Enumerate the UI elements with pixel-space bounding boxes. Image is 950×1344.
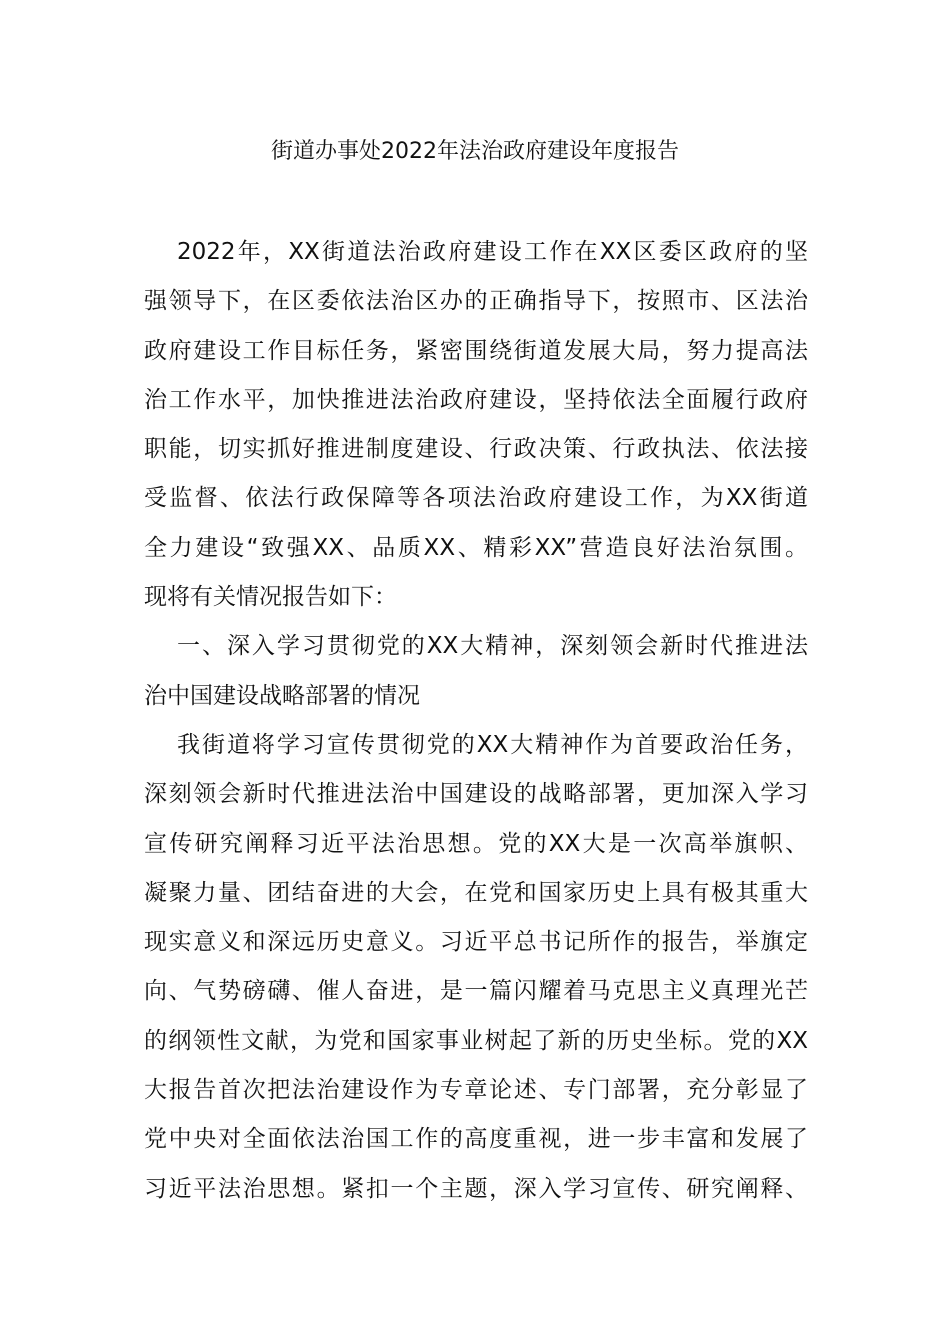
body-line: 凝聚力量、团结奋进的大会，在党和国家历史上具有极其重大 — [144, 879, 808, 906]
body-line: 强领导下，在区委依法治区办的正确指导下，按照市、区法治 — [144, 288, 808, 315]
body-line: 我街道将学习宣传贯彻党的XX大精神作为首要政治任务， — [177, 731, 808, 758]
body-line: 党中央对全面依法治国工作的高度重视，进一步丰富和发展了 — [144, 1126, 808, 1153]
body-line: 现将有关情况报告如下： — [144, 584, 397, 611]
body-line: 受监督、依法行政保障等各项法治政府建设工作，为XX街道 — [144, 485, 808, 512]
document-body — [144, 232, 824, 1218]
body-line: 深刻领会新时代推进法治中国建设的战略部署，更加深入学习 — [144, 781, 808, 808]
body-line: 大报告首次把法治建设作为专章论述、专门部署，充分彰显了 — [144, 1077, 808, 1104]
body-line: 现实意义和深远历史意义。习近平总书记所作的报告，举旗定 — [144, 929, 808, 956]
body-line: 职能，切实抓好推进制度建设、行政决策、行政执法、依法接 — [144, 436, 808, 463]
body-line: 治工作水平，加快推进法治政府建设，坚持依法全面履行政府 — [144, 386, 808, 413]
section-heading-line: 治中国建设战略部署的情况 — [144, 682, 420, 709]
body-line: 全力建设“致强XX、品质XX、精彩XX”营造良好法治氛围。 — [144, 534, 808, 561]
body-line: 宣传研究阐释习近平法治思想。党的XX大是一次高举旗帜、 — [144, 830, 808, 857]
body-line: 习近平法治思想。紧扣一个主题，深入学习宣传、研究阐释、 — [144, 1175, 808, 1202]
body-line: 政府建设工作目标任务，紧密围绕街道发展大局，努力提高法 — [144, 337, 808, 364]
section-heading-line: 一、深入学习贯彻党的XX大精神，深刻领会新时代推进法 — [177, 633, 808, 660]
body-line: 向、气势磅礴、催人奋进，是一篇闪耀着马克思主义真理光芒 — [144, 978, 808, 1005]
body-line: 2022年，XX街道法治政府建设工作在XX区委区政府的坚 — [177, 239, 808, 265]
document-title: 街道办事处2022年法治政府建设年度报告 — [271, 139, 679, 164]
body-line: 的纲领性文献，为党和国家事业树起了新的历史坐标。党的XX — [144, 1027, 808, 1054]
